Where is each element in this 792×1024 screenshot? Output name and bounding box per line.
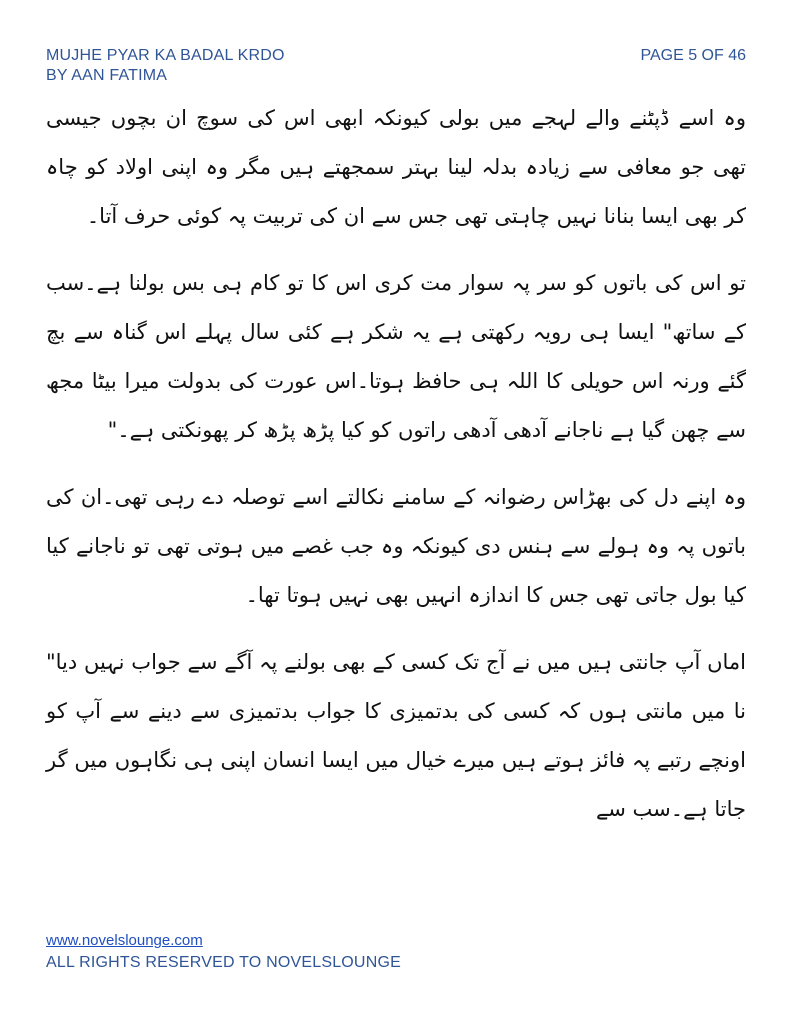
document-header bbox=[46, 46, 285, 86]
paragraph-3: وہ اپنے دل کی بھڑاس رضوانہ کے سامنے نکالتے اسے توصلہ دے رہی تھی۔ان کی باتوں پہ وہ ہولے سے ہنس دی کیونکہ وہ جب غصے میں ہوتی تھی تو ناجانے کیا کیا بول جاتی تھی جس کا اندازہ انہیں بھی نہیں ہوتا تھا۔ bbox=[46, 485, 746, 607]
author-line: BY AAN FATIMA bbox=[46, 67, 168, 84]
website-link[interactable]: www.novelslounge.com bbox=[46, 932, 203, 949]
document-body bbox=[46, 94, 746, 852]
novel-title: MUJHE PYAR KA BADAL KRDO bbox=[46, 47, 285, 64]
paragraph-4: اماں آپ جانتی ہیں میں نے آج تک کسی کے بھی بولنے پہ آگے سے جواب نہیں دیا" نا میں مانتی ہوں کہ کسی کی بدتمیزی کا جواب بدتمیزی سے دینے سے آپ کو اونچے رتبے پہ فائز ہوتے ہیں میرے خیال میں ایسا انسان اپنی ہی نگاہوں میں گر جاتا ہے۔سب سے bbox=[46, 650, 746, 821]
page-number: PAGE 5 OF 46 bbox=[640, 47, 746, 64]
paragraph-1: وہ اسے ڈپٹنے والے لہجے میں بولی کیونکہ ابھی اس کی سوچ ان بچوں جیسی تھی جو معافی سے زیادہ بدلہ لینا بہتر سمجھتے ہیں مگر وہ اپنی اولاد کو چاہ کر بھی ایسا بنانا نہیں چاہتی تھی جس سے ان کی تربیت پہ کوئی حرف آتا۔ bbox=[46, 106, 746, 228]
rights-notice: ALL RIGHTS RESERVED TO NOVELSLOUNGE bbox=[46, 954, 401, 971]
paragraph-2: تو اس کی باتوں کو سر پہ سوار مت کری اس کا تو کام ہی بس بولنا ہے۔سب کے ساتھ" ایسا ہی رویہ رکھتی ہے یہ شکر ہے کئی سال پہلے اس گناہ سے بچ گئے ورنہ اس حویلی کا اللہ ہی حافظ ہوتا۔اس عورت کی بدولت میرا بیٹا مجھ سے چھن گیا ہے ناجانے آدھی آدھی راتوں کو کیا پڑھ پڑھ کر پھونکتی ہے۔" bbox=[46, 271, 746, 442]
